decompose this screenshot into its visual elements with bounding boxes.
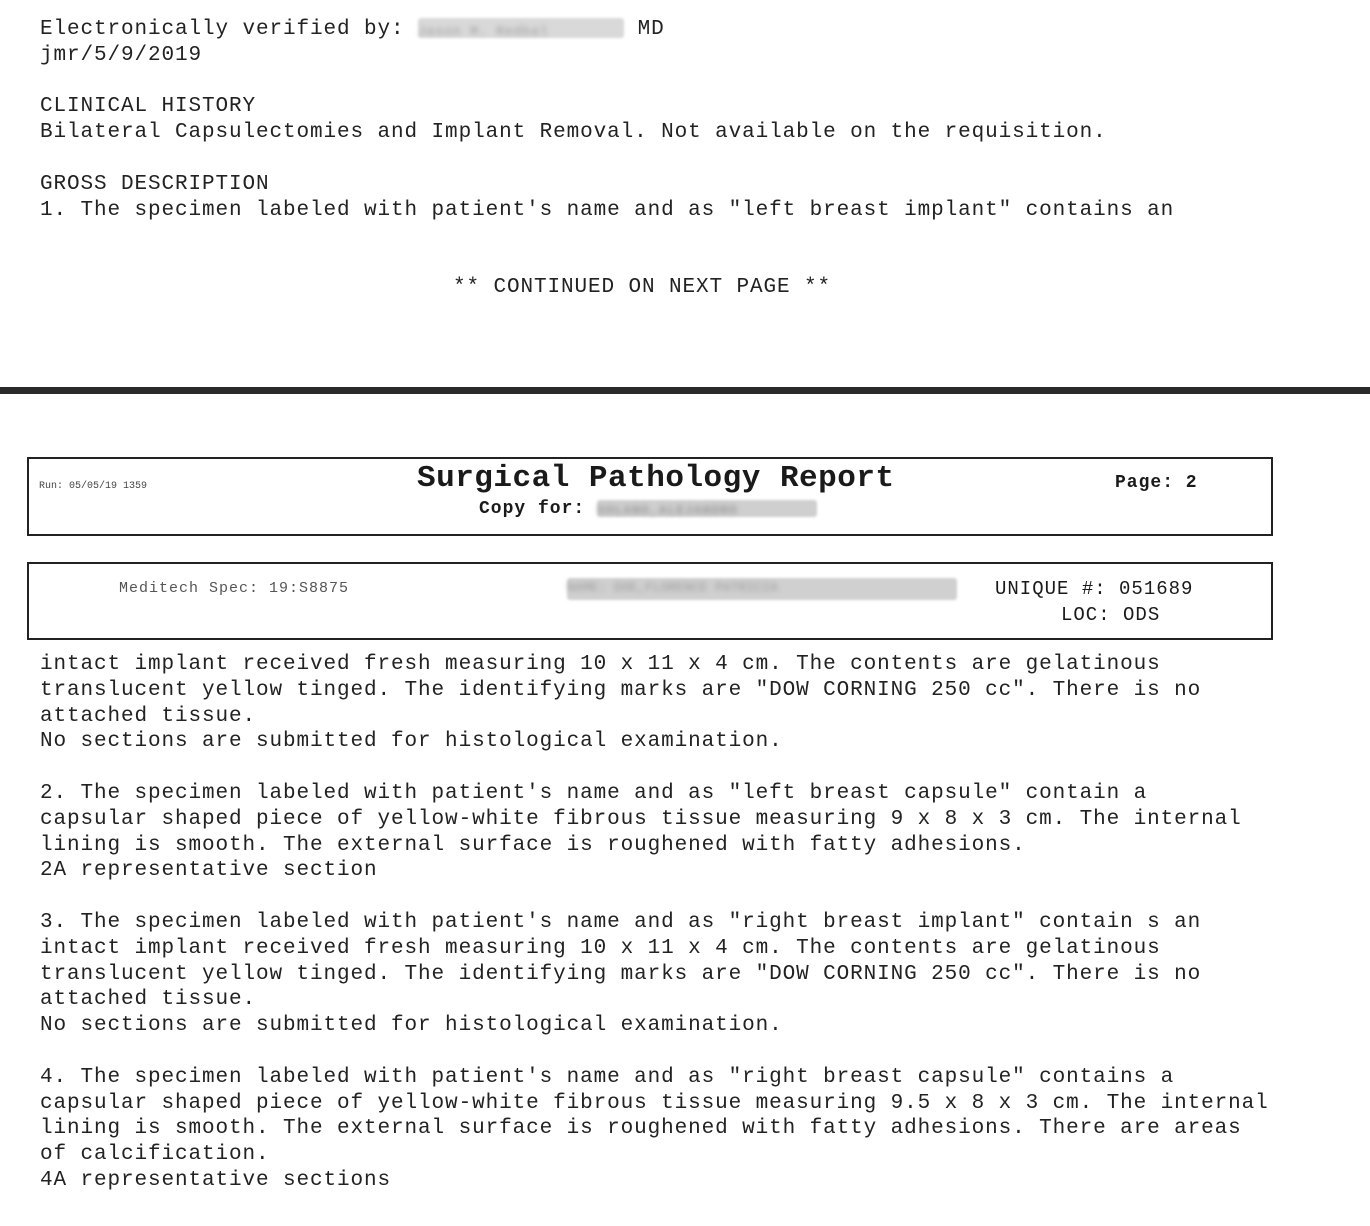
gross-description-body: [40, 652, 1269, 1194]
page-number: Page: 2: [1115, 473, 1198, 493]
body-line: translucent yellow tinged. The identifying marks are "DOW CORNING 250 cc". There is no: [40, 678, 1202, 702]
run-timestamp: Run: 05/05/19 1359: [39, 481, 148, 492]
body-line: attached tissue.: [40, 704, 257, 728]
copy-for-label: Copy for:: [479, 499, 586, 519]
verified-by-line: [40, 17, 665, 43]
report-header: [27, 457, 1273, 536]
body-line: attached tissue.: [40, 988, 257, 1012]
verified-date: jmr/5/9/2019: [40, 44, 203, 67]
body-line: [40, 1039, 1269, 1065]
body-line: lining is smooth. The external surface is roughened with fatty adhesions. There are areas: [40, 1117, 1242, 1141]
meditech-spec: Meditech Spec: 19:S8875: [119, 580, 350, 597]
patient-name-redacted: NAME: DOE,FLORENCE PATRICIA: [567, 578, 957, 600]
unique-number: UNIQUE #: 051689: [995, 578, 1194, 600]
body-line: No sections are submitted for histological examination.: [40, 1014, 783, 1038]
body-line: intact implant received fresh measuring 10 x 11 x 4 cm. The contents are gelatinous: [40, 653, 1161, 676]
report-title: Surgical Pathology Report: [417, 461, 895, 496]
body-line: lining is smooth. The external surface is roughened with fatty adhesions.: [40, 833, 1026, 857]
clinical-history-heading: CLINICAL HISTORY: [40, 95, 257, 118]
unique-number-block: [995, 576, 1193, 628]
gross-description-line1: 1. The specimen labeled with patient's name and as "left breast implant" contains an: [40, 199, 1175, 222]
verified-suffix: MD: [637, 18, 665, 41]
body-line: 3. The specimen labeled with patient's name and as "right breast implant" contain s an: [40, 910, 1202, 934]
body-line: 2. The specimen labeled with patient's name and as "left breast capsule" contain a: [40, 781, 1148, 805]
body-line: No sections are submitted for histological examination.: [40, 730, 783, 754]
body-line: [40, 884, 1269, 910]
copy-for-line: [479, 499, 817, 519]
verified-name-redacted: Jason M. Redbal: [418, 18, 624, 38]
body-line: [40, 755, 1269, 781]
copy-for-redacted: SOLANO,ALEJANDRO: [597, 500, 817, 517]
body-line: 2A representative section: [40, 859, 378, 883]
page-separator: [0, 387, 1370, 394]
gross-description-heading: GROSS DESCRIPTION: [40, 173, 270, 196]
body-line: 4. The specimen labeled with patient's name and as "right breast capsule" contains a: [40, 1065, 1175, 1089]
body-line: of calcification.: [40, 1143, 270, 1167]
specimen-info-box: [27, 562, 1273, 640]
continued-notice: ** CONTINUED ON NEXT PAGE **: [453, 276, 832, 299]
body-line: capsular shaped piece of yellow-white fibrous tissue measuring 9 x 8 x 3 cm. The internal: [40, 807, 1242, 831]
body-line: intact implant received fresh measuring 10 x 11 x 4 cm. The contents are gelatinous: [40, 936, 1161, 960]
verified-by-label: Electronically verified by:: [40, 18, 405, 41]
body-line: translucent yellow tinged. The identifying marks are "DOW CORNING 250 cc". There is no: [40, 962, 1202, 986]
body-line: 4A representative sections: [40, 1168, 392, 1192]
location: LOC: ODS: [1061, 604, 1161, 626]
body-line: capsular shaped piece of yellow-white fibrous tissue measuring 9.5 x 8 x 3 cm. The internal: [40, 1091, 1269, 1115]
clinical-history-text: Bilateral Capsulectomies and Implant Removal. Not available on the requisition.: [40, 121, 1107, 144]
